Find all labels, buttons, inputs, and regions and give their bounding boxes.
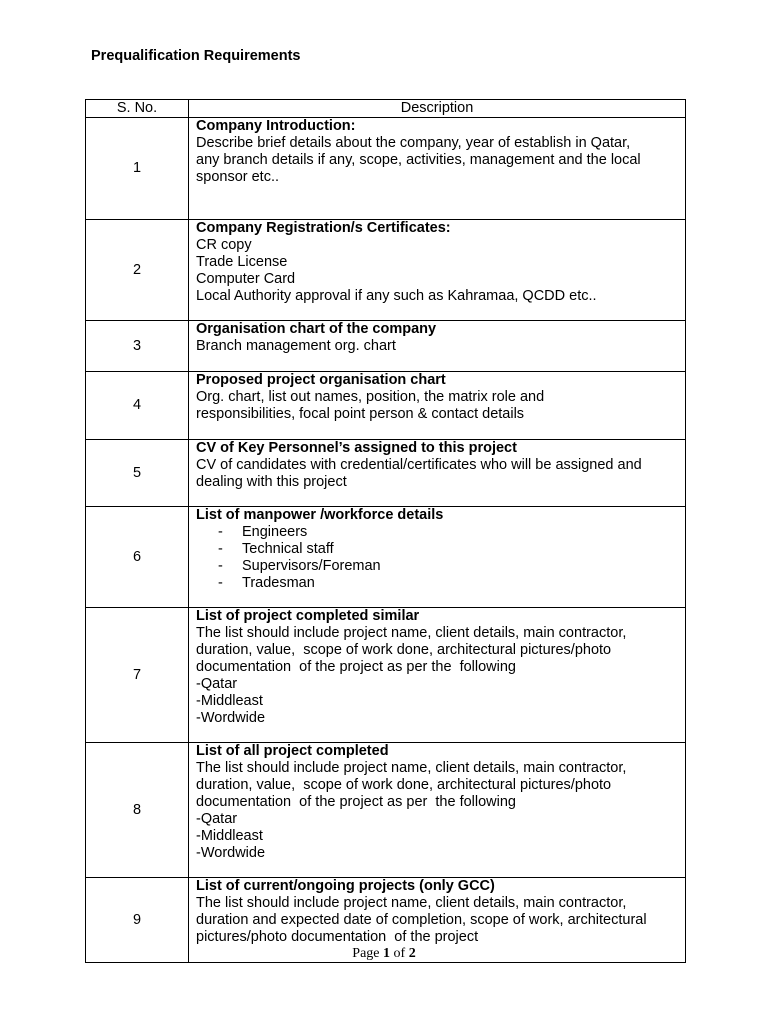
row-title: Proposed project organisation chart — [196, 372, 446, 388]
row-text-line: duration, value, scope of work done, architectural pictures/photo — [196, 642, 612, 658]
table-row — [86, 118, 686, 220]
row-text-line: Local Authority approval if any such as Kahramaa, QCDD etc.. — [196, 288, 597, 304]
row-number: 1 — [86, 118, 189, 220]
row-description — [189, 743, 686, 878]
row-text-line: The list should include project name, client details, main contractor, — [196, 625, 627, 641]
row-text-line: -Wordwide — [196, 710, 266, 726]
row-text-line: -Middleast — [196, 828, 263, 844]
row-text-line: -Wordwide — [196, 845, 266, 861]
row-text-line: The list should include project name, client details, main contractor, — [196, 760, 627, 776]
row-text-line: CV of candidates with credential/certificates who will be assigned and — [196, 457, 642, 473]
table-row — [86, 743, 686, 878]
row-title: Company Registration/s Certificates: — [196, 220, 451, 236]
row-description — [189, 440, 686, 507]
row-description — [189, 507, 686, 608]
row-text-line: Branch management org. chart — [196, 338, 396, 354]
document-title: Prequalification Requirements — [91, 48, 301, 64]
page-of-label: of — [390, 946, 409, 961]
table-row — [86, 372, 686, 440]
header-serial-number: S. No. — [86, 100, 189, 118]
row-number: 2 — [86, 220, 189, 321]
row-title: List of manpower /workforce details — [196, 507, 444, 523]
row-title: List of all project completed — [196, 743, 389, 759]
requirements-table — [85, 99, 686, 963]
table-row — [86, 220, 686, 321]
row-title: List of current/ongoing projects (only GCC) — [196, 878, 495, 894]
row-text-line: The list should include project name, client details, main contractor, — [196, 895, 627, 911]
table-row — [86, 321, 686, 372]
row-text-line: dealing with this project — [196, 474, 347, 490]
row-description — [189, 321, 686, 372]
table-header-row — [86, 100, 686, 118]
row-title: CV of Key Personnel’s assigned to this project — [196, 440, 517, 456]
row-description — [189, 118, 686, 220]
table-row — [86, 507, 686, 608]
table-row — [86, 608, 686, 743]
row-text-line: -Middleast — [196, 693, 263, 709]
row-title: Company Introduction: — [196, 118, 356, 134]
row-text-line: responsibilities, focal point person & contact details — [196, 406, 525, 422]
row-text-line: Trade License — [196, 254, 288, 270]
row-text-line: duration, value, scope of work done, architectural pictures/photo — [196, 777, 612, 793]
row-number: 3 — [86, 321, 189, 372]
row-text-line: Computer Card — [196, 271, 296, 287]
row-text-line: -Qatar — [196, 811, 238, 827]
header-description: Description — [189, 100, 686, 118]
row-text-line: documentation of the project as per the following — [196, 794, 516, 810]
row-number: 9 — [86, 878, 189, 963]
row-text-line: duration and expected date of completion, scope of work, architectural — [196, 912, 647, 928]
row-text-line: any branch details if any, scope, activities, management and the local — [196, 152, 641, 168]
table-row — [86, 440, 686, 507]
row-text-line: Org. chart, list out names, position, the matrix role and — [196, 389, 545, 405]
page-current-number: 1 — [383, 946, 391, 961]
row-description — [189, 220, 686, 321]
row-number: 7 — [86, 608, 189, 743]
page-label: Page — [352, 946, 384, 961]
row-text-line: sponsor etc.. — [196, 169, 280, 185]
row-text-line: pictures/photo documentation of the project — [196, 929, 479, 945]
page-footer — [0, 946, 768, 962]
row-text-line: Describe brief details about the company, year of establish in Qatar, — [196, 135, 631, 151]
row-number: 8 — [86, 743, 189, 878]
list-item: - Tradesman — [218, 575, 315, 591]
row-number: 4 — [86, 372, 189, 440]
row-title: Organisation chart of the company — [196, 321, 437, 337]
list-item: - Technical staff — [218, 541, 334, 557]
row-description — [189, 372, 686, 440]
list-item: - Supervisors/Foreman — [218, 558, 381, 574]
row-text-line: CR copy — [196, 237, 252, 253]
row-title: List of project completed similar — [196, 608, 420, 624]
row-text-line: -Qatar — [196, 676, 238, 692]
row-number: 6 — [86, 507, 189, 608]
row-description — [189, 608, 686, 743]
row-text-line: documentation of the project as per the following — [196, 659, 516, 675]
row-number: 5 — [86, 440, 189, 507]
list-item: - Engineers — [218, 524, 308, 540]
page-total-number: 2 — [408, 946, 416, 961]
